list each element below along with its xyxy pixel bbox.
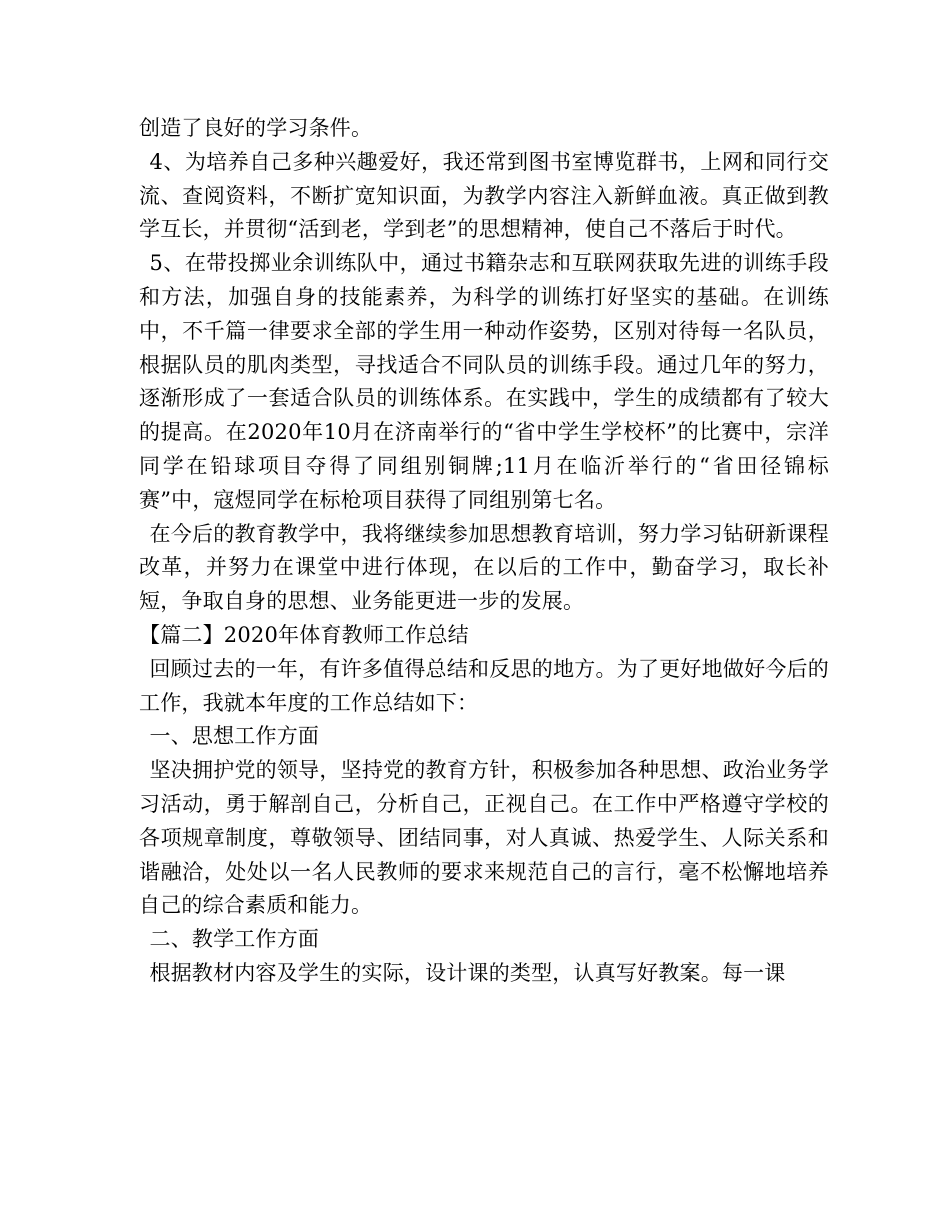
paragraph-item-4: 4、为培养自己多种兴趣爱好，我还常到图书室博览群书，上网和同行交流、查阅资料，不断扩宽知识面，为教学内容注入新鲜血液。真正做到教学互长，并贯彻“活到老，学到老”的思想精神，使自己不落后于时代。 bbox=[139, 149, 829, 242]
paragraph-ideology: 坚决拥护党的领导，坚持党的教育方针，积极参加各种思想、政治业务学习活动，勇于解剖自己，分析自己，正视自己。在工作中严格遵守学校的各项规章制度，尊敬领导、团结同事，对人真诚、热爱学生、人际关系和谐融洽，处处以一名人民教师的要求来规范自己的言行，毫不松懈地培养自己的综合素质和能力。 bbox=[139, 758, 829, 918]
paragraph-teaching: 根据教材内容及学生的实际，设计课的类型，认真写好教案。每一课 bbox=[149, 960, 786, 985]
paragraph-future-plan: 在今后的教育教学中，我将继续参加思想教育培训，努力学习钻研新课程改革，并努力在课堂中进行体现，在以后的工作中，勤奋学习，取长补短，争取自身的思想、业务能更进一步的发展。 bbox=[139, 521, 829, 614]
paragraph-item-5: 5、在带投掷业余训练队中，通过书籍杂志和互联网获取先进的训练手段和方法，加强自身的技能素养，为科学的训练打好坚实的基础。在训练中，不千篇一律要求全部的学生用一种动作姿势，区别对待每一名队员，根据队员的肌肉类型，寻找适合不同队员的训练手段。通过几年的努力，逐渐形成了一套适合队员的训练体系。在实践中，学生的成绩都有了较大的提高。在2020年10月在济南举行的“省中学生学校杯”的比赛中，宗洋同学在铅球项目夺得了同组别铜牌;11月在临沂举行的“省田径锦标赛”中，寇煜同学在标枪项目获得了同组别第七名。 bbox=[139, 251, 829, 512]
section-heading-part-two: 【篇二】2020年体育教师工作总结 bbox=[139, 622, 469, 647]
subheading-teaching: 二、教学工作方面 bbox=[149, 927, 320, 952]
subheading-ideology: 一、思想工作方面 bbox=[149, 724, 320, 749]
paragraph-review-intro: 回顾过去的一年，有许多值得总结和反思的地方。为了更好地做好今后的工作，我就本年度的工作总结如下： bbox=[139, 656, 829, 715]
paragraph-continuation: 创造了良好的学习条件。 bbox=[139, 116, 373, 140]
document-page bbox=[139, 112, 829, 991]
